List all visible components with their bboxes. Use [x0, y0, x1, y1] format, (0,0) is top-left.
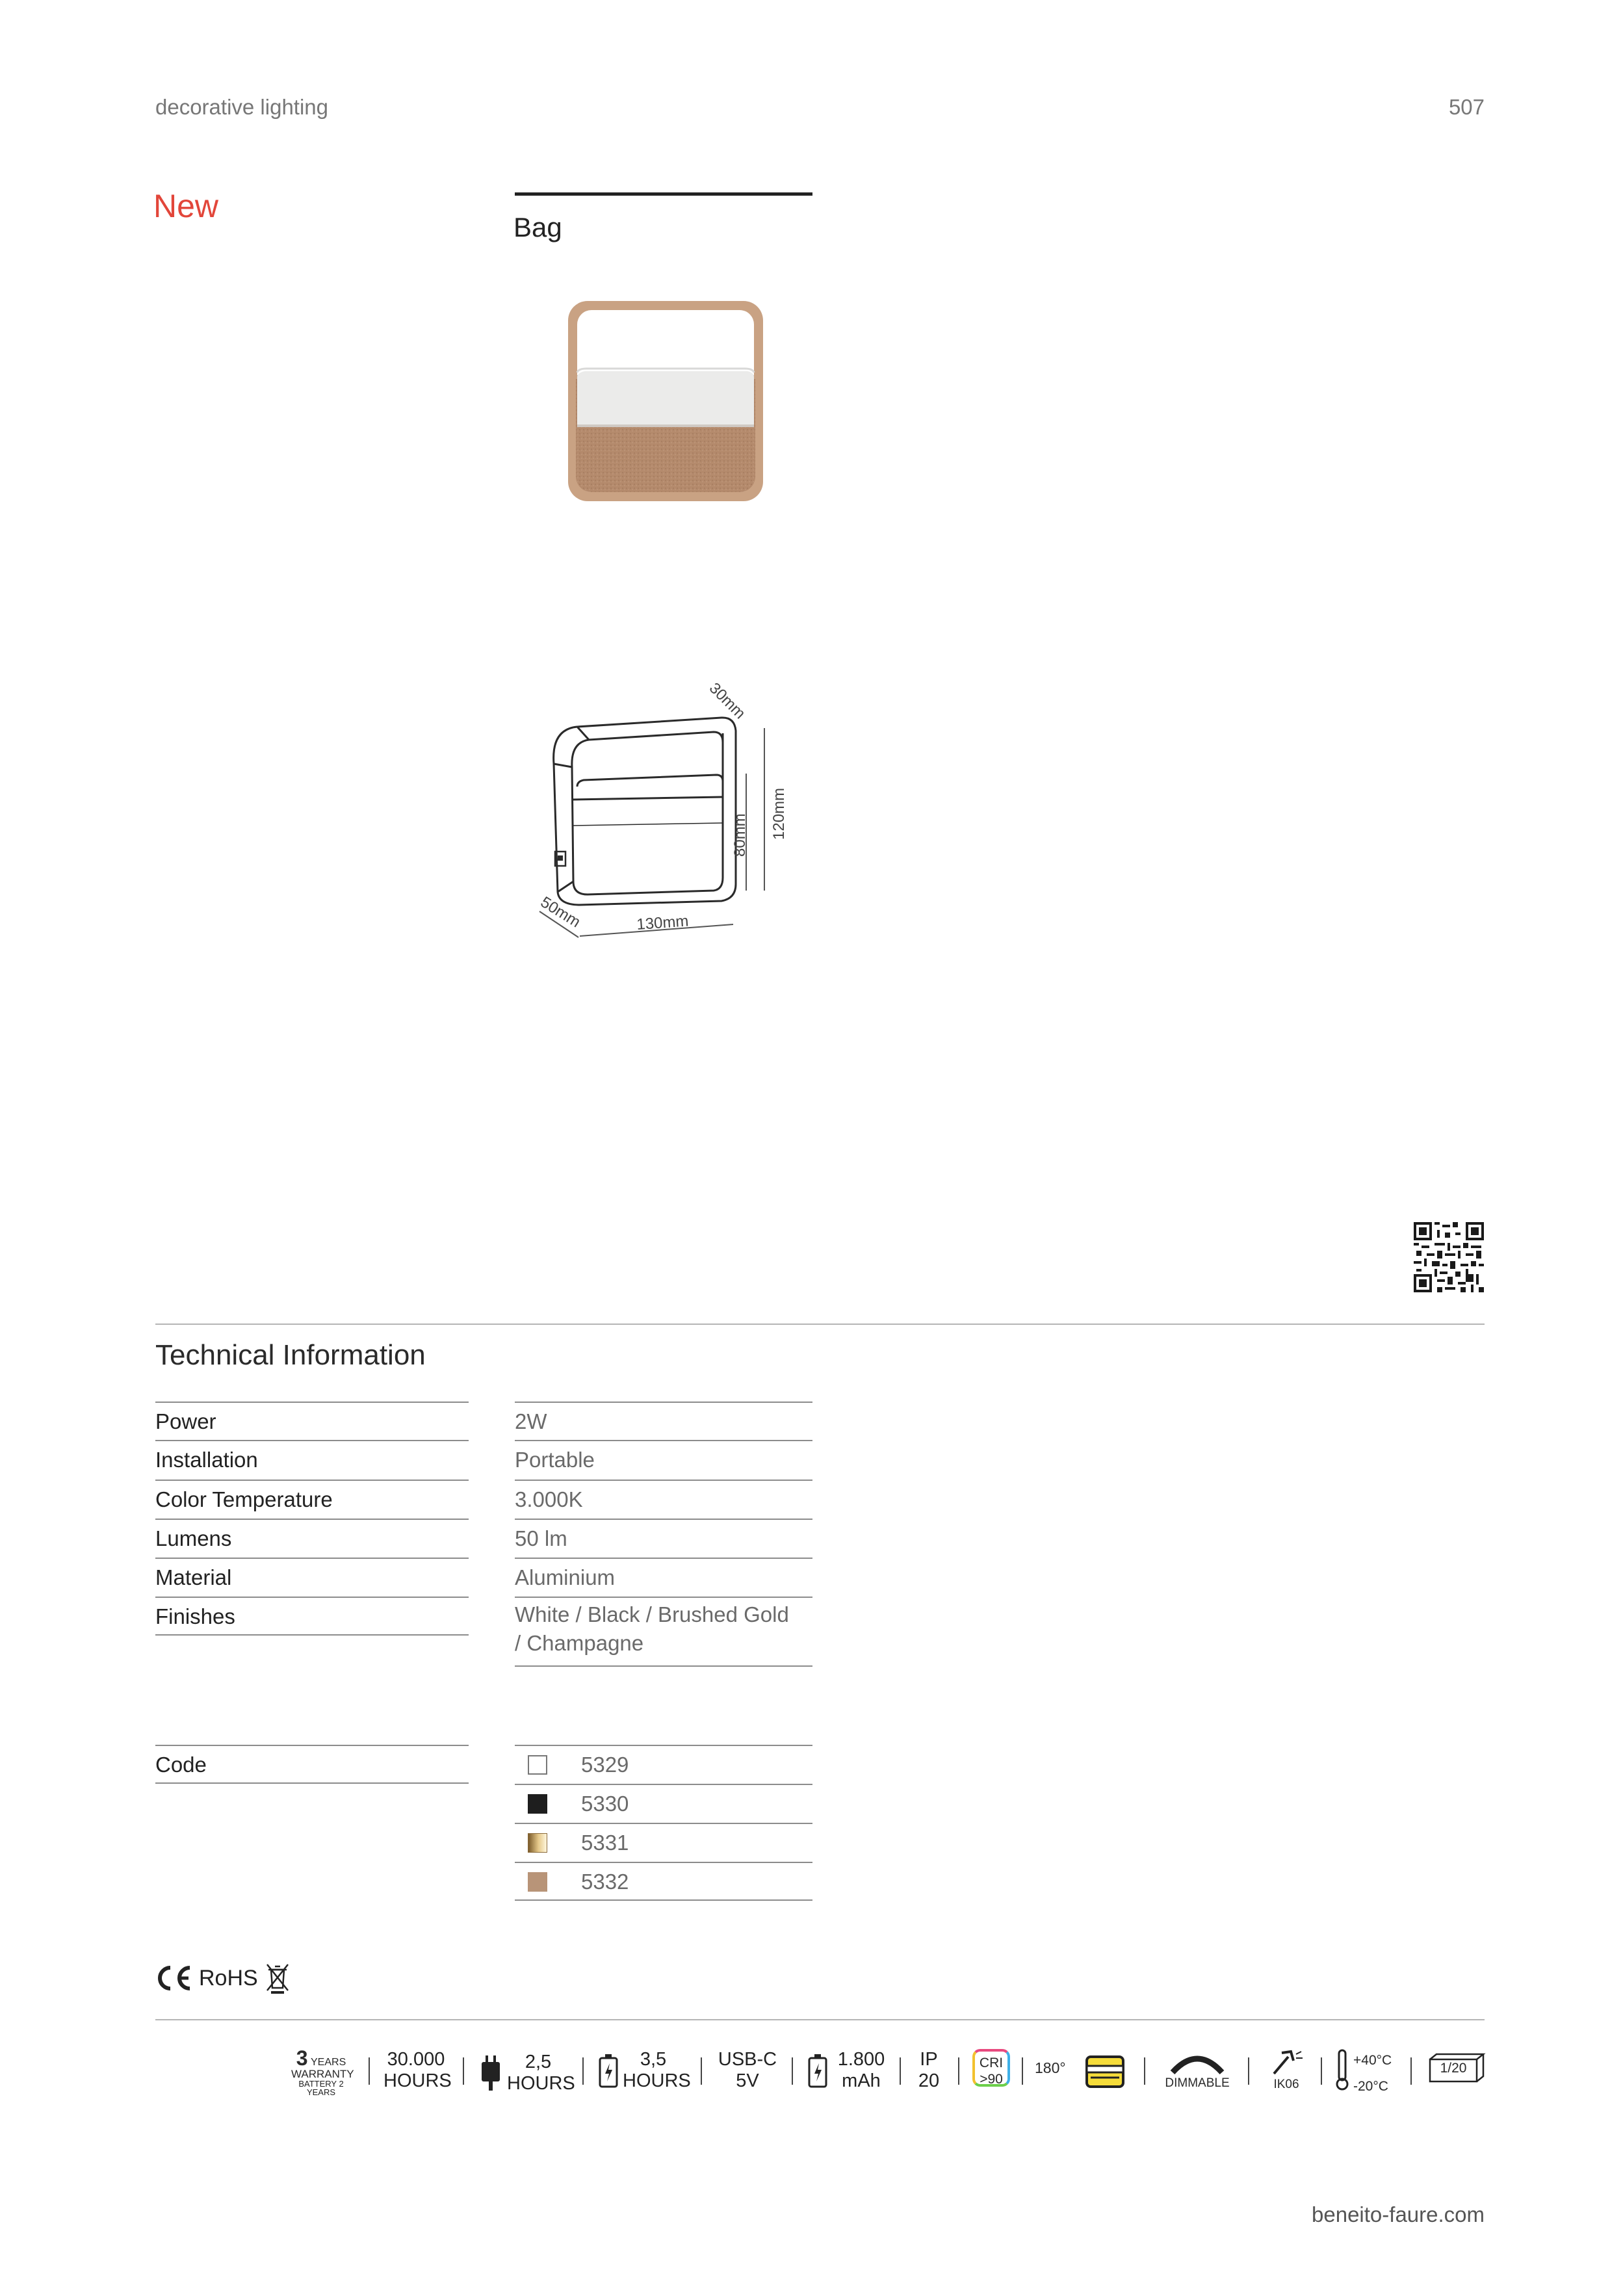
temp-min: -20°C: [1353, 2078, 1388, 2094]
cri-value: >90: [980, 2072, 1003, 2087]
cri-label: CRI: [979, 2055, 1004, 2070]
dim-height-inner: 80mm: [731, 813, 749, 857]
lifetime-unit: HOURS: [383, 2070, 452, 2092]
icon-separator: [701, 2057, 702, 2085]
icon-divider: [155, 2019, 1485, 2020]
package-quantity: 1/20: [1440, 2061, 1467, 2076]
code-row: [515, 1862, 812, 1901]
dim-depth-base: 50mm: [537, 893, 584, 932]
section-title: decorative lighting: [155, 95, 328, 119]
code-label: Code: [155, 1745, 469, 1784]
ik-rating: IK06: [1273, 2078, 1299, 2091]
charge-time-value: 2,5: [525, 2052, 552, 2072]
website-link[interactable]: beneito-faure.com: [1312, 2202, 1485, 2226]
weee-bin-icon: [265, 1962, 291, 1994]
product-photo: [559, 296, 773, 507]
charge-time-unit: HOURS: [507, 2073, 575, 2094]
spec-label-installation: Installation: [155, 1440, 469, 1479]
code-row: [515, 1745, 812, 1784]
product-name: Bag: [513, 212, 562, 242]
spec-value-color-temp: 3.000K: [515, 1480, 812, 1519]
icon-separator: [958, 2057, 959, 2085]
icon-separator: [1321, 2057, 1322, 2085]
icon-separator: [1248, 2057, 1249, 2085]
code-row: [515, 1823, 812, 1862]
spec-value-finishes: [515, 1597, 812, 1667]
spec-value-power: 2W: [515, 1402, 812, 1441]
lifetime-hours: [383, 2049, 452, 2093]
warranty-badge: [291, 2046, 354, 2097]
dim-depth-top: 30mm: [705, 679, 749, 723]
dim-height-total: 120mm: [770, 787, 788, 840]
swatch-brushed-gold: [528, 1833, 547, 1853]
icon-separator: [792, 2057, 793, 2085]
impact-hammer-icon: [1269, 2049, 1304, 2076]
warranty-battery-label: BATTERY 2 YEARS: [298, 2079, 344, 2097]
icon-separator: [369, 2057, 370, 2085]
usb-type: USB-C: [718, 2049, 777, 2070]
icon-separator: [1144, 2057, 1145, 2085]
rohs-label: RoHS: [199, 1965, 258, 1990]
spec-label-power: Power: [155, 1402, 469, 1441]
cri-badge: [972, 2049, 1010, 2087]
certifications: [155, 1962, 291, 1994]
icon-separator: [1022, 2057, 1023, 2085]
battery-capacity-icon: [807, 2053, 828, 2089]
swatch-white: [528, 1755, 547, 1775]
warranty-years-number: 3: [296, 2046, 308, 2070]
autonomy-time: [623, 2049, 691, 2093]
product-rule: [515, 192, 812, 196]
tech-info-title: Technical Information: [155, 1339, 426, 1371]
section-divider: [155, 1324, 1485, 1325]
icon-separator: [1410, 2057, 1412, 2085]
qr-code: [1414, 1222, 1484, 1292]
warranty-label: WARRANTY: [291, 2068, 354, 2080]
ip-rating: [909, 2049, 949, 2093]
spec-label-material: Material: [155, 1558, 469, 1597]
spec-label-finishes: Finishes: [155, 1597, 469, 1636]
dimmable-label: DIMMABLE: [1165, 2076, 1230, 2090]
battery-capacity-value: 1.800: [837, 2049, 885, 2070]
dimmable-icon: [1170, 2050, 1225, 2075]
autonomy-value: 3,5: [640, 2049, 667, 2070]
temp-max: +40°C: [1353, 2053, 1392, 2068]
thermometer-icon: [1335, 2049, 1349, 2091]
battery-autonomy-icon: [598, 2053, 619, 2089]
battery-capacity: [832, 2049, 890, 2093]
temperature-range: [1353, 2048, 1392, 2100]
spec-value-lumens: 50 lm: [515, 1519, 812, 1558]
lifetime-value: 30.000: [387, 2049, 445, 2070]
page-number: 507: [1448, 95, 1485, 119]
finishes-line-2: / Champagne: [515, 1631, 644, 1655]
charge-time: [507, 2052, 575, 2095]
ip-label: IP: [920, 2049, 938, 2070]
spec-label-color-temp: Color Temperature: [155, 1480, 469, 1519]
plug-icon: [480, 2054, 502, 2092]
battery-capacity-unit: mAh: [842, 2070, 881, 2092]
beam-angle: 180°: [1035, 2059, 1066, 2076]
dim-width: 130mm: [636, 912, 690, 933]
swatch-black: [528, 1794, 547, 1814]
spec-value-installation: Portable: [515, 1440, 812, 1479]
code-value: 5331: [581, 1831, 629, 1855]
light-diffuser-icon: [1084, 2050, 1126, 2091]
spec-value-material: Aluminium: [515, 1558, 812, 1597]
dimension-drawing: [533, 670, 819, 956]
swatch-champagne: [528, 1872, 547, 1892]
spec-label-lumens: Lumens: [155, 1519, 469, 1558]
warranty-years-label: YEARS: [311, 2057, 346, 2068]
usb-charging: [714, 2049, 781, 2093]
code-value: 5332: [581, 1870, 629, 1894]
new-badge: New: [153, 188, 219, 224]
icon-separator: [463, 2057, 464, 2085]
icon-separator: [900, 2057, 901, 2085]
code-row: [515, 1784, 812, 1823]
code-value: 5329: [581, 1753, 629, 1777]
code-value: 5330: [581, 1792, 629, 1816]
finishes-line-1: White / Black / Brushed Gold: [515, 1602, 789, 1626]
icon-separator: [582, 2057, 584, 2085]
usb-voltage: 5V: [736, 2070, 759, 2092]
ce-mark-icon: [155, 1964, 192, 1992]
ip-value: 20: [918, 2070, 940, 2092]
autonomy-unit: HOURS: [623, 2070, 691, 2092]
